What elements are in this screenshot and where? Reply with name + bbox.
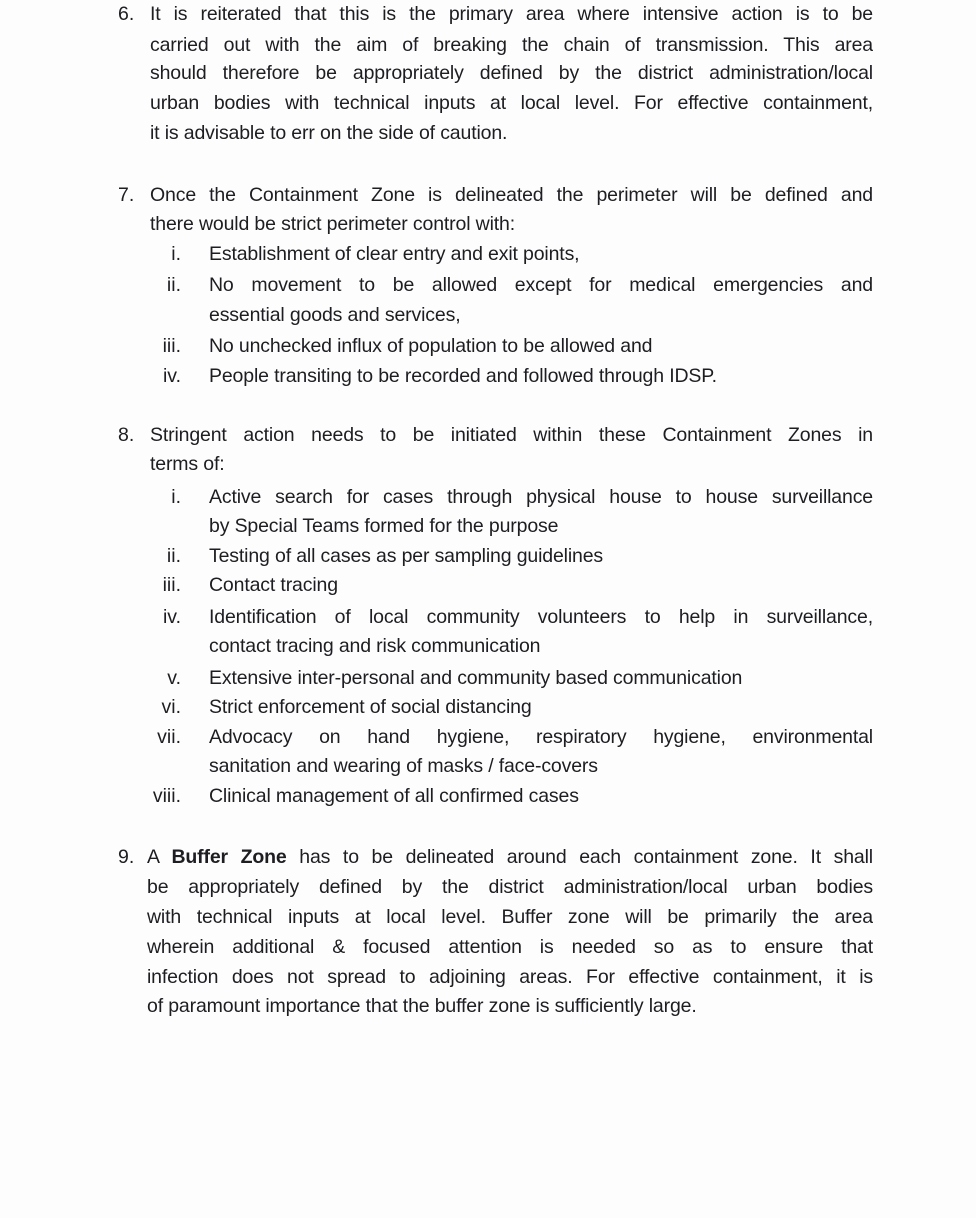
item-numeral: i.: [171, 486, 181, 508]
list-item-line: Identification of local community volunteers to help in surveillance,: [209, 606, 873, 628]
item-numeral: i.: [171, 243, 181, 265]
item-numeral: vii.: [157, 726, 181, 748]
list-item-line: People transiting to be recorded and followed through IDSP.: [209, 365, 717, 387]
text-segment: A: [147, 846, 172, 868]
paragraph-line: carried out with the aim of breaking the chain of transmission. This area: [150, 34, 873, 56]
paragraph-line: urban bodies with technical inputs at local level. For effective containment,: [150, 92, 873, 114]
paragraph-number: 9.: [118, 846, 135, 868]
list-item-line: Advocacy on hand hygiene, respiratory hygiene, environmental: [209, 726, 873, 748]
item-numeral: iii.: [162, 335, 181, 357]
item-numeral: v.: [167, 667, 181, 689]
list-item-line: contact tracing and risk communication: [209, 635, 541, 657]
paragraph-number: 6.: [118, 3, 135, 25]
paragraph-number: 7.: [118, 184, 135, 206]
item-numeral: viii.: [152, 785, 181, 807]
item-numeral: vi.: [161, 696, 181, 718]
list-item-line: No unchecked influx of population to be allowed and: [209, 335, 653, 357]
item-numeral: iv.: [162, 606, 181, 628]
item-numeral: iv.: [162, 365, 181, 387]
list-item-line: Contact tracing: [209, 574, 338, 596]
paragraph-line: wherein additional & focused attention is needed so as to ensure that: [147, 936, 873, 958]
list-item-line: Active search for cases through physical house to house surveillance: [209, 486, 873, 508]
list-item-line: Clinical management of all confirmed cases: [209, 785, 579, 807]
list-item-line: No movement to be allowed except for medical emergencies and: [209, 274, 873, 296]
list-item-line: Strict enforcement of social distancing: [209, 696, 532, 718]
item-numeral: ii.: [166, 274, 181, 296]
paragraph-line: infection does not spread to adjoining areas. For effective containment, it is: [147, 966, 873, 988]
list-item-line: essential goods and services,: [209, 304, 461, 326]
paragraph-line: terms of:: [150, 453, 225, 475]
paragraph-line: [147, 842, 873, 872]
paragraph-line: should therefore be appropriately defined by the district administration/local: [150, 62, 873, 84]
paragraph-line: It is reiterated that this is the primary area where intensive action is to be: [150, 3, 873, 25]
list-item-line: Extensive inter-personal and community based communication: [209, 667, 743, 689]
paragraph-line: of paramount importance that the buffer zone is sufficiently large.: [147, 995, 697, 1017]
paragraph-number: 8.: [118, 424, 135, 446]
bold-term: Buffer Zone: [171, 846, 287, 868]
paragraph-line: there would be strict perimeter control with:: [150, 213, 515, 235]
list-item-line: by Special Teams formed for the purpose: [209, 515, 559, 537]
item-numeral: ii.: [166, 545, 181, 567]
paragraph-line: Stringent action needs to be initiated within these Containment Zones in: [150, 424, 873, 446]
list-item-line: Establishment of clear entry and exit points,: [209, 243, 580, 265]
list-item-line: sanitation and wearing of masks / face-covers: [209, 755, 598, 777]
paragraph-line: with technical inputs at local level. Buffer zone will be primarily the area: [147, 906, 873, 928]
paragraph-line: be appropriately defined by the district administration/local urban bodies: [147, 876, 873, 898]
text-segment: has to be delineated around each containment zone. It shall: [286, 846, 873, 868]
item-numeral: iii.: [162, 574, 181, 596]
paragraph-line: Once the Containment Zone is delineated the perimeter will be defined and: [150, 184, 873, 206]
paragraph-line: it is advisable to err on the side of caution.: [150, 122, 508, 144]
list-item-line: Testing of all cases as per sampling guidelines: [209, 545, 604, 567]
